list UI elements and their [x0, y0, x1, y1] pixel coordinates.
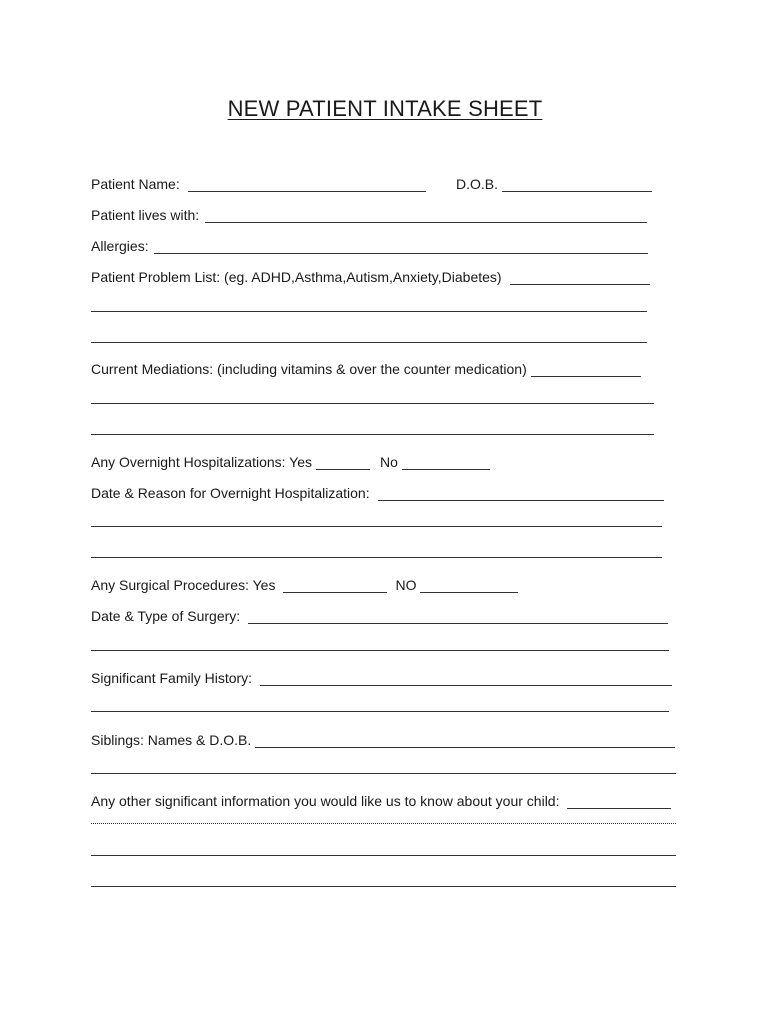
- lives-with-field[interactable]: [205, 208, 647, 223]
- other-info-row: [91, 789, 671, 809]
- medications-line-2[interactable]: [91, 403, 654, 404]
- other-info-line-2[interactable]: [91, 823, 676, 824]
- hosp-reason-field[interactable]: [378, 486, 664, 501]
- problem-list-row: [91, 265, 650, 285]
- family-history-row: [91, 666, 672, 686]
- family-history-field[interactable]: [260, 671, 672, 686]
- overnight-no-field[interactable]: [402, 455, 490, 470]
- problem-list-label: Patient Problem List: (eg. ADHD,Asthma,Autism,Anxiety,Diabetes): [91, 269, 502, 285]
- surgical-no-field[interactable]: [420, 578, 518, 593]
- patient-name-row: [91, 172, 426, 192]
- hosp-reason-line-2[interactable]: [91, 526, 662, 527]
- surgery-type-field[interactable]: [248, 609, 668, 624]
- dob-row: [456, 172, 652, 192]
- medications-field[interactable]: [531, 362, 641, 377]
- surgery-type-line-2[interactable]: [91, 650, 669, 651]
- medications-label: Current Mediations: (including vitamins & over the counter medication): [91, 361, 527, 377]
- overnight-yes-field[interactable]: [316, 455, 370, 470]
- problem-list-field[interactable]: [510, 270, 650, 285]
- form-title: [0, 96, 770, 122]
- other-info-field[interactable]: [567, 794, 671, 809]
- other-info-line-3[interactable]: [91, 855, 676, 856]
- overnight-no-label: No: [380, 454, 398, 470]
- dob-label: D.O.B.: [456, 176, 499, 192]
- surgery-type-label: Date & Type of Surgery:: [91, 608, 241, 624]
- problem-list-line-3[interactable]: [91, 342, 647, 343]
- problem-list-line-2[interactable]: [91, 311, 647, 312]
- allergies-field[interactable]: [154, 239, 648, 254]
- medications-row: [91, 357, 641, 377]
- form-title-text: NEW PATIENT INTAKE SHEET: [227, 96, 543, 121]
- hosp-reason-line-3[interactable]: [91, 557, 662, 558]
- family-history-line-2[interactable]: [91, 711, 669, 712]
- medications-line-3[interactable]: [91, 434, 654, 435]
- overnight-hosp-row: [91, 450, 490, 470]
- siblings-line-2[interactable]: [91, 773, 676, 774]
- allergies-label: Allergies:: [91, 238, 149, 254]
- other-info-line-4[interactable]: [91, 886, 676, 887]
- siblings-field[interactable]: [255, 733, 675, 748]
- allergies-row: [91, 234, 648, 254]
- surgical-no-label: NO: [395, 577, 417, 593]
- surgical-row: [91, 573, 518, 593]
- lives-with-row: [91, 203, 647, 223]
- family-history-label: Significant Family History:: [91, 670, 253, 686]
- patient-name-field[interactable]: [188, 177, 426, 192]
- hosp-reason-row: [91, 481, 664, 501]
- overnight-hosp-label: Any Overnight Hospitalizations: Yes: [91, 454, 313, 470]
- siblings-label: Siblings: Names & D.O.B.: [91, 732, 252, 748]
- siblings-row: [91, 728, 675, 748]
- surgical-label: Any Surgical Procedures: Yes: [91, 577, 276, 593]
- patient-name-label: Patient Name:: [91, 176, 180, 192]
- other-info-label: Any other significant information you would like us to know about your child:: [91, 793, 560, 809]
- hosp-reason-label: Date & Reason for Overnight Hospitalization:: [91, 485, 370, 501]
- surgical-yes-field[interactable]: [283, 578, 387, 593]
- dob-field[interactable]: [502, 177, 652, 192]
- lives-with-label: Patient lives with:: [91, 207, 200, 223]
- surgery-type-row: [91, 604, 668, 624]
